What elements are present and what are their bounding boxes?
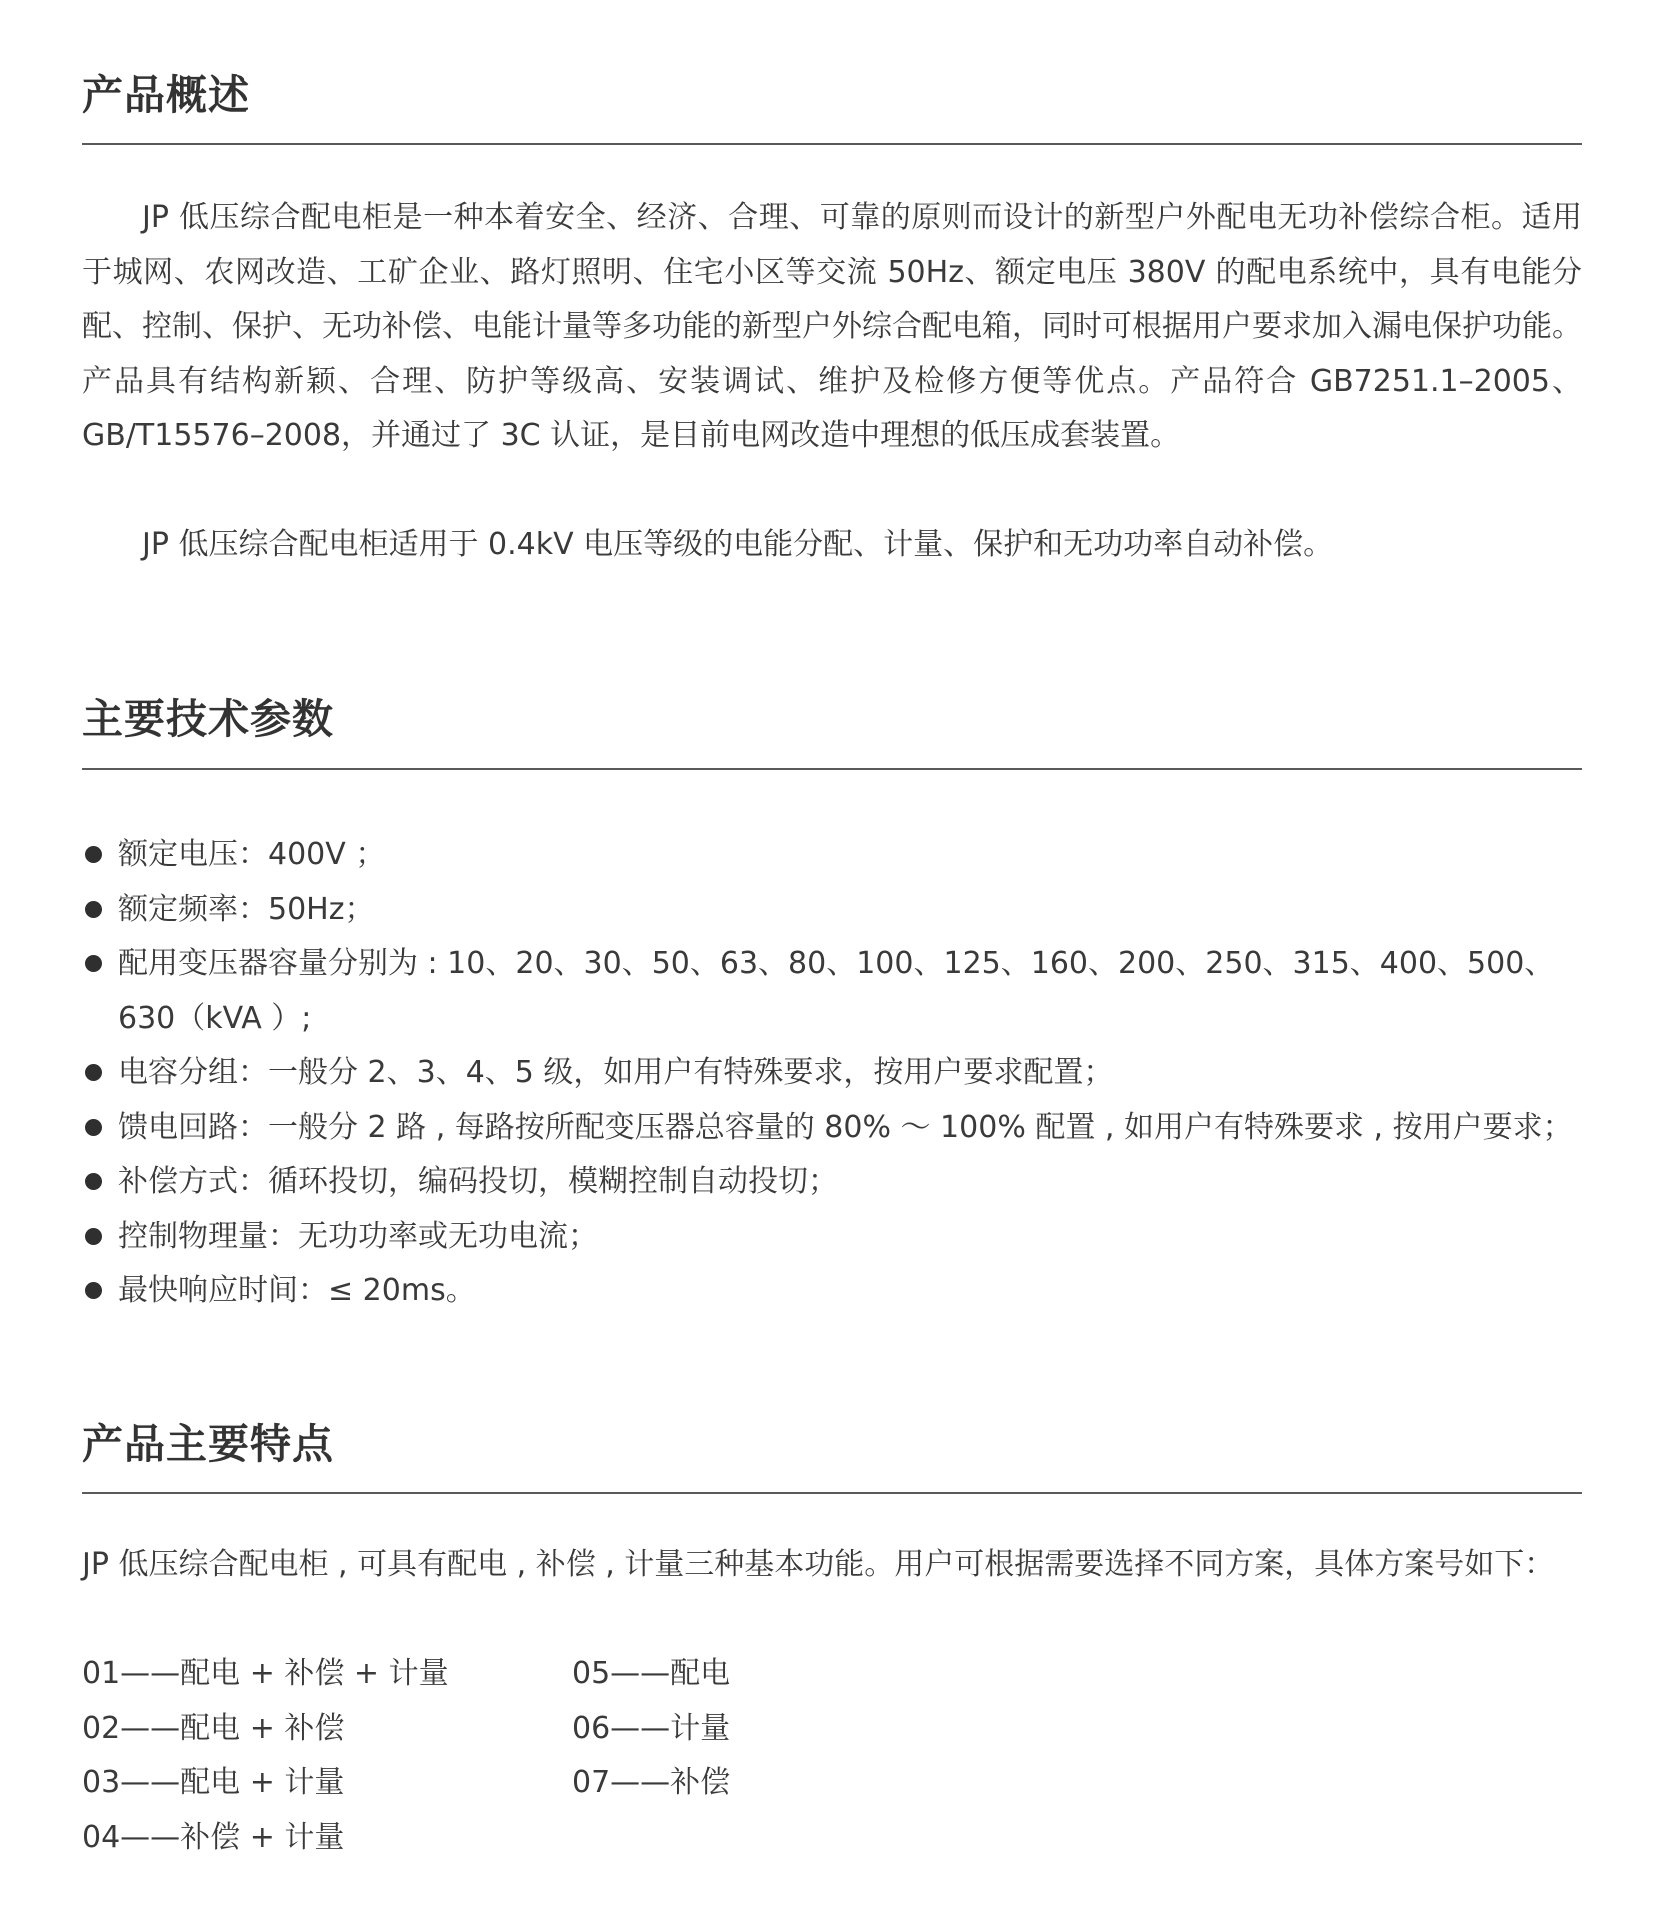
scheme-03: 03——配电 + 计量 (82, 1765, 345, 1800)
spec-item-capacitor-groups: 电容分组：一般分 2、3、4、5 级，如用户有特殊要求，按用户要求配置； (82, 1046, 1582, 1101)
spec-item-feeder-circuits: 馈电回路：一般分 2 路 , 每路按所配变压器总容量的 80% ～ 100% 配置 , 如用户有特殊要求 , 按用户要求； (82, 1101, 1582, 1156)
bullet-icon (85, 1064, 102, 1081)
bullet-icon (85, 901, 102, 918)
overview-paragraph-2: JP 低压综合配电柜适用于 0.4kV 电压等级的电能分配、计量、保护和无功功率自动补偿。 (142, 527, 1334, 562)
specs-divider (82, 768, 1582, 770)
bullet-icon (85, 1282, 102, 1299)
spec-item-compensation-mode: 补偿方式：循环投切，编码投切，模糊控制自动投切； (82, 1155, 1582, 1210)
spec-item-rated-voltage: 额定电压：400V ； (82, 828, 1582, 883)
bullet-icon (85, 1119, 102, 1136)
bullet-icon (85, 1228, 102, 1245)
bullet-icon (85, 1173, 102, 1190)
overview-paragraph-1: JP 低压综合配电柜是一种本着安全、经济、合理、可靠的原则而设计的新型户外配电无功补偿综合柜。适用于城网、农网改造、工矿企业、路灯照明、住宅小区等交流 50Hz、额定电压 380V 的配电系统中，具有电能分配、控制、保护、无功补偿、电能计量等多功能的新型户外综合配电箱，同时可根据用户要求加入漏电保护功能。产品具有结构新颖、合理、防护等级高、安装调试、维护及检修方便等优点。产品符合 GB7251.1–2005、GB/T15576–2008，并通过了 3C 认证，是目前电网改造中理想的低压成套装置。 (82, 200, 1582, 453)
spec-item-control-quantity: 控制物理量：无功功率或无功电流； (82, 1210, 1582, 1265)
scheme-05: 05——配电 (572, 1656, 731, 1691)
scheme-06: 06——计量 (572, 1710, 731, 1746)
features-title: 产品主要特点 (82, 1420, 334, 1468)
scheme-04: 04——补偿 + 计量 (82, 1819, 345, 1855)
bullet-icon (85, 846, 102, 863)
spec-item-rated-frequency: 额定频率：50Hz； (82, 883, 1582, 938)
specs-title: 主要技术参数 (82, 695, 334, 743)
spec-item-response-time: 最快响应时间：≤ 20ms。 (82, 1264, 1582, 1319)
scheme-07: 07——补偿 (572, 1765, 731, 1800)
scheme-list-left (82, 1647, 449, 1865)
spec-item-transformer-capacity: 配用变压器容量分别为 : 10、20、30、50、63、80、100、125、160、200、250、315、400、500、630（kVA ）; (82, 937, 1582, 1046)
overview-divider (82, 143, 1582, 145)
overview-title: 产品概述 (82, 71, 250, 119)
features-intro: JP 低压综合配电柜 , 可具有配电 , 补偿 , 计量三种基本功能。用户可根据需要选择不同方案，具体方案号如下： (82, 1547, 1555, 1582)
scheme-02: 02——配电 + 补偿 (82, 1710, 345, 1746)
scheme-01: 01——配电 + 补偿 + 计量 (82, 1656, 449, 1691)
bullet-icon (85, 955, 102, 972)
features-divider (82, 1492, 1582, 1494)
specs-list (82, 828, 1582, 1319)
scheme-list-right (572, 1647, 730, 1811)
